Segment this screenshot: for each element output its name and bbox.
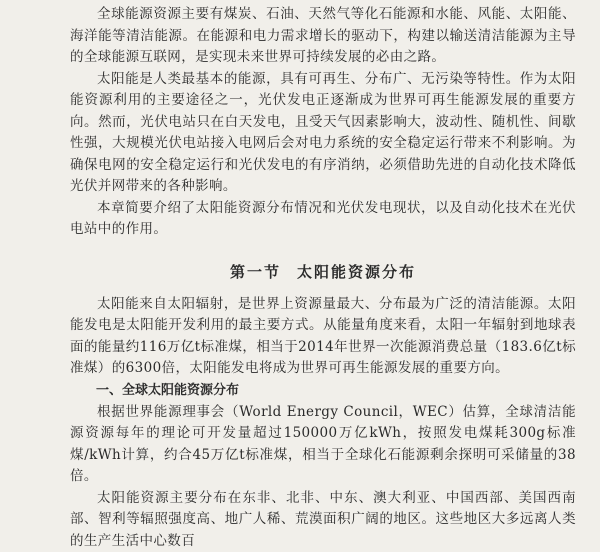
section-title-text: 太阳能资源分布 [297,263,416,281]
subheading: 一、全球太阳能资源分布 [70,380,576,402]
section-number: 第一节 [230,263,281,281]
intro-paragraph-3: 本章简要介绍了太阳能资源分布情况和光伏发电现状，以及自动化技术在光伏电站中的作用。 [70,198,576,241]
section-intro-paragraph: 太阳能来自太阳辐射，是世界上资源量最大、分布最为广泛的清洁能源。太阳能发电是太阳能开发利用的最主要方式。从能量角度来看，太阳一年辐射到地球表面的能量约116万亿t标准煤，相当于2014年世界一次能源消费总量（183.6亿t标准煤）的6300倍，太阳能发电将成为世界可再生能源发展的重要方向。 [70,294,576,380]
intro-paragraph-1: 全球能源资源主要有煤炭、石油、天然气等化石能源和水能、风能、太阳能、海洋能等清洁能源。在能源和电力需求增长的驱动下，构建以输送清洁能源为主导的全球能源互联网，是实现未来世界可持续发展的必由之路。 [70,4,576,69]
section-heading [70,261,576,282]
intro-paragraph-2: 太阳能是人类最基本的能源，具有可再生、分布广、无污染等特性。作为太阳能资源利用的主要途径之一，光伏发电正逐渐成为世界可再生能源发展的重要方向。然而，光伏电站只在白天发电，且受天气因素影响大，波动性、随机性、间歇性强，大规模光伏电站接入电网后会对电力系统的安全稳定运行带来不利影响。为确保电网的安全稳定运行和光伏发电的有序消纳，必须借助先进的自动化技术降低光伏并网带来的各种影响。 [70,69,576,198]
body-paragraph-2: 太阳能资源主要分布在东非、北非、中东、澳大利亚、中国西部、美国西南部、智利等辐照强度高、地广人稀、荒漠面积广阔的地区。这些地区大多远离人类的生产生活中心数百 [70,488,576,552]
body-paragraph-1: 根据世界能源理事会（World Energy Council，WEC）估算，全球清洁能源资源每年的理论可开发量超过150000万亿kWh，按照发电煤耗300g标准煤/kWh计算，约合45万亿t标准煤，相当于全球化石能源剩余探明可采储量的38倍。 [70,402,576,488]
